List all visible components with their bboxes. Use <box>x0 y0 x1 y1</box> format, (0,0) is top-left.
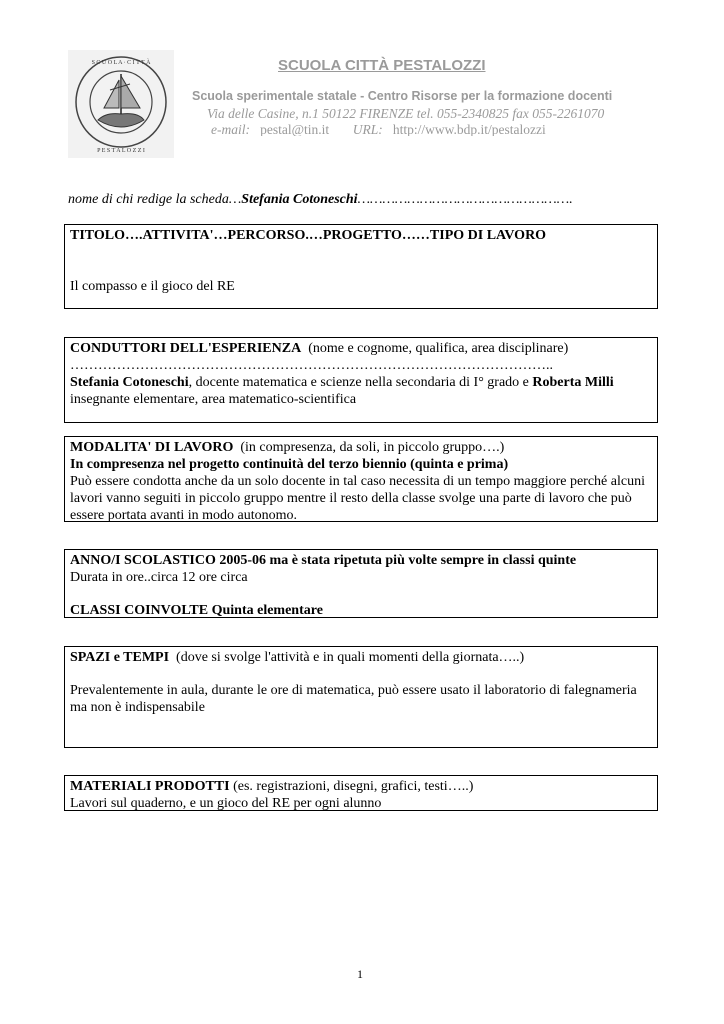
conduttore-2-role: insegnante elementare, area matematico-scientifica <box>70 392 357 407</box>
section-modalita <box>64 436 658 522</box>
modalita-text: Può essere condotta anche da un solo docente in tal caso necessita di un tempo maggiore perché alcuni lavori vanno seguiti in piccolo gruppo mentre il resto della classe svolge una parte di lavoro che può essere portata avanti in modo autonomo. <box>70 474 645 523</box>
modalita-hint: (in compresenza, da soli, in piccolo gruppo….) <box>240 440 505 455</box>
anno-classi: CLASSI COINVOLTE Quinta elementare <box>70 603 323 618</box>
svg-text:P E S T A L O Z Z I: P E S T A L O Z Z I <box>97 148 145 154</box>
author-name: Stefania Cotoneschi <box>241 192 358 207</box>
spazi-hint: (dove si svolge l'attività e in quali momenti della giornata…..) <box>176 650 525 665</box>
materiali-hint: (es. registrazioni, disegni, grafici, testi…..) <box>233 779 474 794</box>
page-number: 1 <box>357 967 363 981</box>
conduttore-2-name: Roberta Milli <box>532 375 614 390</box>
email-label: e-mail: <box>211 122 250 136</box>
conduttore-1-role: , docente matematica e scienze nella secondaria di I° grado e <box>188 375 533 390</box>
section-anno <box>64 549 658 618</box>
svg-text:S C U O L A · C I T T À: S C U O L A · C I T T À <box>91 60 151 66</box>
school-seal-logo <box>68 50 174 158</box>
school-name: SCUOLA CITTÀ PESTALOZZI <box>278 57 486 74</box>
section-materiali <box>64 775 658 811</box>
conduttori-heading: CONDUTTORI DELL'ESPERIENZA <box>70 341 302 356</box>
modalita-bold-line: In compresenza nel progetto continuità del terzo biennio (quinta e prima) <box>70 457 509 472</box>
anno-durata: Durata in ore..circa 12 ore circa <box>70 570 248 585</box>
email-link[interactable]: pestal@tin.it <box>260 122 330 136</box>
school-subtitle: Scuola sperimentale statale - Centro Risorse per la formazione docenti <box>192 89 613 103</box>
materiali-text: Lavori sul quaderno, e un gioco del RE per ogni alunno <box>70 796 382 811</box>
school-address: Via delle Casine, n.1 50122 FIRENZE tel. 055-2340825 fax 055-2261070 <box>207 106 605 121</box>
conduttore-1-name: Stefania Cotoneschi <box>70 375 189 390</box>
materiali-heading: MATERIALI PRODOTTI <box>70 779 230 794</box>
modalita-heading: MODALITA' DI LAVORO <box>70 440 234 455</box>
school-contacts <box>211 122 546 136</box>
section-spazi <box>64 646 658 748</box>
titolo-text: Il compasso e il gioco del RE <box>70 279 235 294</box>
section-conduttori <box>64 337 658 423</box>
url-label: URL: <box>352 122 383 136</box>
author-line <box>68 192 573 208</box>
section-titolo <box>64 224 658 309</box>
spazi-heading: SPAZI e TEMPI <box>70 650 170 665</box>
conduttori-hint: (nome e cognome, qualifica, area disciplinare) <box>308 341 569 356</box>
anno-heading: ANNO/I SCOLASTICO 2005-06 ma è stata ripetuta più volte sempre in classi quinte <box>70 553 577 568</box>
spazi-text: Prevalentemente in aula, durante le ore di matematica, può essere usato il laboratorio di falegnameria ma non è indispensabile <box>70 683 637 715</box>
author-dots: ……………………………………………. <box>357 192 573 207</box>
author-label: nome di chi redige la scheda… <box>68 192 242 207</box>
conduttori-dots: ………………………………………………………………………………………….. <box>70 358 553 373</box>
url-link[interactable]: http://www.bdp.it/pestalozzi <box>392 122 546 136</box>
titolo-heading: TITOLO….ATTIVITA'…PERCORSO.…PROGETTO……TIPO DI LAVORO <box>70 228 547 243</box>
